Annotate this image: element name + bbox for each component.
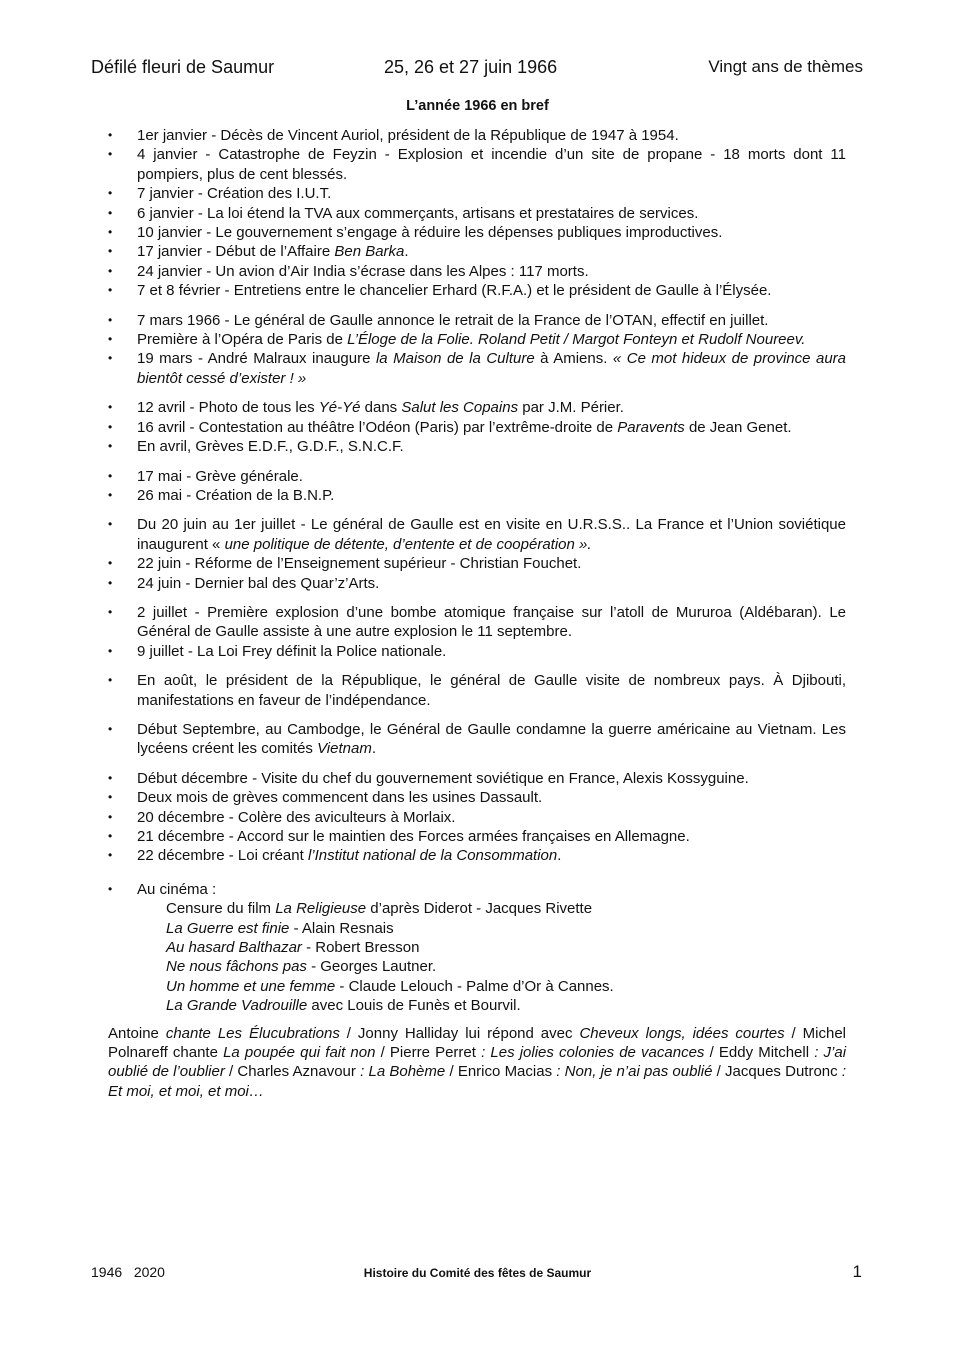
text-run: 17 janvier - Début de l’Affaire	[137, 243, 335, 261]
text-run: avec Louis de Funès et Bourvil.	[307, 997, 521, 1015]
text-run: 7 et 8 février - Entretiens entre le chancelier Erhard (R.F.A.) et le président de Gaulle à l’Élysée.	[137, 282, 772, 300]
bullet-icon: •	[108, 400, 113, 415]
italic-text: La Religieuse	[275, 900, 367, 918]
italic-text: : La Bohème	[360, 1063, 446, 1081]
text-run: / Enrico Macias	[445, 1063, 557, 1081]
italic-text: Cheveux longs, idées courtes	[579, 1024, 785, 1042]
italic-text: Ne nous fâchons pas	[166, 958, 307, 976]
list-item	[108, 330, 846, 349]
music-paragraph	[108, 1024, 846, 1102]
text-run: 1er janvier - Décès de Vincent Auriol, président de la République de 1947 à 1954.	[137, 127, 679, 144]
italic-text: une politique de détente, d’entente et de coopération ».	[224, 535, 592, 553]
header-left: Défilé fleuri de Saumur	[91, 57, 275, 77]
text-run: .	[404, 243, 409, 261]
text-run: 22 juin - Réforme de l’Enseignement supérieur - Christian Fouchet.	[137, 555, 582, 573]
bullet-icon: •	[108, 283, 113, 298]
text-run: / Pierre Perret	[375, 1044, 482, 1062]
page-title: L’année 1966 en bref	[406, 98, 549, 114]
list-item	[108, 808, 846, 827]
bullet-icon: •	[108, 770, 113, 785]
bullet-icon: •	[108, 517, 113, 532]
bullet-icon: •	[108, 721, 113, 736]
italic-text: La poupée qui fait non	[223, 1044, 376, 1062]
italic-text: Ben Barka	[334, 243, 405, 261]
text-run: 24 janvier - Un avion d’Air India s’écrase dans les Alpes : 117 morts.	[137, 262, 589, 280]
bullet-icon: •	[108, 332, 113, 347]
header-center: 25, 26 et 27 juin 1966	[384, 57, 558, 77]
event-group	[108, 126, 846, 301]
text-run: 19 mars - André Malraux inaugure	[137, 350, 376, 368]
bullet-icon: •	[108, 186, 113, 201]
text-run: 24 juin - Dernier bal des Quar’z’Arts.	[137, 574, 380, 592]
event-group	[108, 769, 846, 866]
italic-text: L’Éloge de la Folie. Roland Petit / Margot Fonteyn et Rudolf Noureev.	[347, 331, 806, 349]
text-run: - Alain Resnais	[289, 919, 394, 937]
text-run: Deux mois de grèves commencent dans les usines Dassault.	[137, 789, 543, 807]
event-group	[108, 467, 846, 506]
bullet-icon: •	[108, 244, 113, 259]
text-run: 12 avril - Photo de tous les	[137, 399, 319, 417]
italic-text: Yé-Yé	[318, 399, 361, 417]
italic-text: Au hasard Balthazar	[166, 939, 302, 957]
event-group	[108, 311, 846, 389]
italic-text: l’Institut national de la Consommation	[307, 847, 558, 865]
event-group	[108, 603, 846, 661]
bullet-icon: •	[108, 205, 113, 220]
text-run: Antoine	[108, 1024, 166, 1042]
event-list	[108, 126, 846, 866]
list-item	[108, 467, 846, 486]
list-item	[108, 554, 846, 573]
list-item	[108, 242, 846, 261]
bullet-icon: •	[108, 487, 113, 502]
text-run: d’après Diderot - Jacques Rivette	[366, 900, 593, 918]
italic-text: : J’ai oublié de l’oublier	[108, 1044, 847, 1081]
bullet-icon: •	[108, 351, 113, 366]
event-group	[108, 720, 846, 759]
text-run: 4 janvier - Catastrophe de Feyzin - Explosion et incendie d’un site de propane - 18 morts dont 11 pompiers, plus de cent blessés.	[137, 146, 846, 183]
bullet-icon: •	[108, 673, 113, 688]
bullet-icon: •	[108, 604, 113, 619]
list-item	[108, 720, 846, 759]
list-item	[108, 398, 846, 417]
list-item	[108, 515, 846, 554]
list-item	[108, 437, 846, 456]
text-run: Censure du film	[166, 900, 276, 918]
italic-text: Vietnam	[317, 740, 372, 758]
bullet-icon: •	[108, 809, 113, 824]
text-run: 26 mai - Création de la B.N.P.	[137, 486, 335, 504]
page-number: 1	[852, 1262, 862, 1281]
document-body	[108, 126, 846, 1101]
italic-text: : Les jolies colonies de vacances	[481, 1044, 705, 1062]
bullet-icon: •	[108, 263, 113, 278]
bullet-icon: •	[108, 128, 113, 142]
footer-title: Histoire du Comité des fêtes de Saumur	[363, 1266, 592, 1280]
list-item	[108, 311, 846, 330]
bullet-icon: •	[108, 147, 113, 162]
cinema-section	[108, 880, 846, 899]
text-run: Début décembre - Visite du chef du gouvernement soviétique en France, Alexis Kossyguine.	[137, 769, 749, 787]
text-run: En avril, Grèves E.D.F., G.D.F., S.N.C.F.	[137, 438, 404, 456]
text-run: 22 décembre - Loi créant	[137, 847, 308, 865]
bullet-icon: •	[108, 643, 113, 658]
italic-text: la Maison de la Culture	[375, 350, 535, 368]
bullet-icon: •	[108, 790, 113, 805]
text-run: 17 mai - Grève générale.	[137, 467, 303, 485]
bullet-icon: •	[108, 419, 113, 434]
bullet-icon: •	[108, 881, 113, 896]
text-run: 6 janvier - La loi étend la TVA aux commerçants, artisans et prestataires de services.	[137, 204, 699, 222]
text-run: de Jean Genet.	[684, 418, 792, 436]
bullet-icon: •	[108, 829, 113, 843]
text-run: 2 juillet - Première explosion d’une bombe atomique française sur l’atoll de Mururoa (Aldébaran). Le Général de Gaulle assiste à une autre explosion le 11 septembre.	[137, 603, 846, 641]
list-item	[108, 788, 846, 807]
text-run: / Charles Aznavour	[224, 1063, 361, 1081]
text-run: à Amiens.	[534, 350, 613, 368]
italic-text: « Ce mot hideux de province aura bientôt cessé d’exister ! »	[137, 350, 847, 387]
list-item	[108, 827, 846, 846]
text-run: .	[557, 847, 562, 865]
cinema-item	[108, 938, 846, 957]
text-run: / Eddy Mitchell	[704, 1044, 815, 1062]
list-item	[108, 671, 846, 710]
bullet-icon: •	[108, 312, 113, 327]
cinema-label: Au cinéma :	[137, 880, 217, 898]
cinema-item	[108, 977, 846, 996]
cinema-item	[108, 996, 846, 1015]
italic-text: La Grande Vadrouille	[166, 997, 308, 1015]
text-run: par J.M. Périer.	[518, 399, 624, 417]
list-item	[108, 126, 846, 145]
text-run: / Jonny Halliday lui répond avec	[339, 1024, 580, 1042]
text-run: - Georges Lautner.	[306, 958, 437, 976]
text-run: 21 décembre - Accord sur le maintien des Forces armées françaises en Allemagne.	[137, 828, 690, 845]
text-run: 16 avril - Contestation au théâtre l’Odéon (Paris) par l’extrême-droite de	[137, 418, 618, 436]
list-item	[108, 603, 846, 642]
list-item	[108, 262, 846, 281]
list-item	[108, 184, 846, 203]
bullet-icon: •	[108, 225, 113, 240]
text-run: .	[371, 740, 377, 758]
text-run: En août, le président de la République, le général de Gaulle visite de nombreux pays. À Djibouti, manifestations en faveur de l’indépendance.	[137, 672, 846, 709]
list-item	[108, 281, 846, 300]
bullet-icon: •	[108, 556, 113, 571]
bullet-icon: •	[108, 575, 113, 590]
text-run: Du 20 juin au 1er juillet - Le général de Gaulle est en visite en U.R.S.S.. La France et l’Union soviétique inaugurent «	[137, 516, 846, 553]
bullet-icon: •	[108, 848, 113, 863]
list-item	[108, 769, 846, 788]
footer-years: 1946 2020	[91, 1264, 165, 1280]
list-item	[108, 846, 846, 865]
list-item	[108, 486, 846, 505]
event-group	[108, 398, 846, 456]
italic-text: Paravents	[617, 418, 685, 436]
list-item	[108, 223, 846, 242]
cinema-item	[108, 899, 846, 918]
list-item	[108, 418, 846, 437]
event-group	[108, 515, 846, 593]
list-item	[108, 642, 846, 661]
text-run: Début Septembre, au Cambodge, le Général de Gaulle condamne la guerre américaine au Vietnam. Les lycéens créent les comités	[137, 720, 846, 758]
list-item	[108, 204, 846, 223]
italic-text: : Non, je n’ai pas oublié	[556, 1063, 713, 1081]
header-right: Vingt ans de thèmes	[708, 57, 863, 76]
italic-text: chante Les Élucubrations	[165, 1024, 340, 1042]
text-run: 9 juillet - La Loi Frey définit la Police nationale.	[137, 642, 447, 660]
text-run: Première à l’Opéra de Paris de	[137, 331, 348, 349]
text-run: 10 janvier - Le gouvernement s’engage à réduire les dépenses publiques improductives.	[137, 224, 723, 242]
italic-text: Un homme et une femme	[166, 977, 336, 995]
text-run: - Claude Lelouch - Palme d’Or à Cannes.	[335, 977, 614, 995]
italic-text: La Guerre est finie	[166, 919, 290, 937]
text-run: 7 janvier - Création des I.U.T.	[137, 185, 332, 203]
bullet-icon: •	[108, 439, 113, 454]
cinema-item	[108, 919, 846, 938]
text-run: - Robert Bresson	[301, 939, 420, 957]
cinema-list	[108, 899, 846, 1015]
italic-text: Salut les Copains	[401, 399, 519, 417]
text-run: / Michel Polnareff chante	[108, 1024, 847, 1062]
cinema-item	[108, 957, 846, 976]
text-run: dans	[360, 399, 402, 417]
list-item	[108, 574, 846, 593]
text-run: 20 décembre - Colère des aviculteurs à Morlaix.	[137, 808, 456, 826]
italic-text: : Et moi, et moi, et moi…	[108, 1063, 847, 1100]
event-group	[108, 671, 846, 710]
text-run: / Jacques Dutronc	[712, 1063, 842, 1081]
list-item	[108, 349, 846, 388]
list-item	[108, 145, 846, 184]
text-run: 7 mars 1966 - Le général de Gaulle annonce le retrait de la France de l’OTAN, effectif en juillet.	[137, 311, 769, 329]
bullet-icon: •	[108, 468, 113, 483]
